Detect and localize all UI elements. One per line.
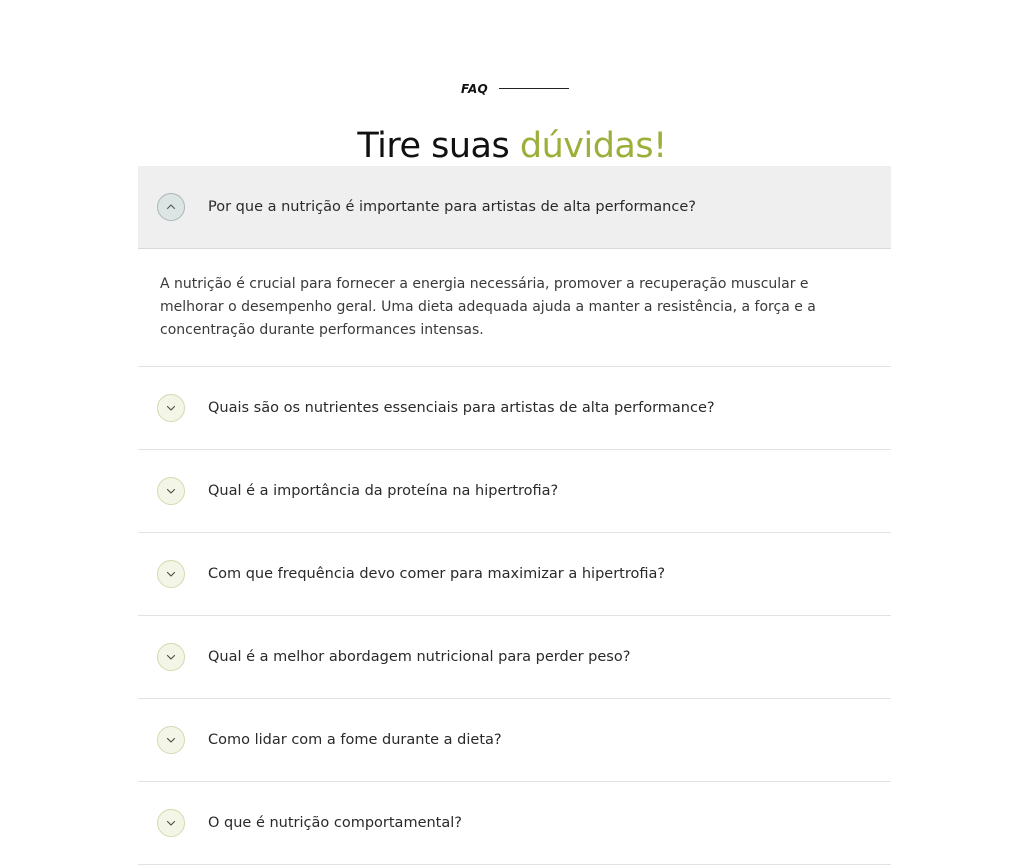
faq-question-text: O que é nutrição comportamental? bbox=[208, 815, 462, 831]
faq-eyebrow bbox=[0, 80, 1024, 98]
chevron-up-icon[interactable] bbox=[157, 193, 185, 221]
faq-question-text: Por que a nutrição é importante para artistas de alta performance? bbox=[208, 199, 696, 215]
faq-item bbox=[138, 450, 891, 533]
faq-item bbox=[138, 782, 891, 865]
chevron-down-icon[interactable] bbox=[157, 477, 185, 505]
faq-question-row[interactable] bbox=[138, 782, 891, 864]
faq-question-text: Como lidar com a fome durante a dieta? bbox=[208, 732, 502, 748]
faq-question-row[interactable] bbox=[138, 367, 891, 449]
faq-item bbox=[138, 699, 891, 782]
faq-question-text: Qual é a importância da proteína na hipertrofia? bbox=[208, 483, 559, 499]
faq-item bbox=[138, 533, 891, 616]
page-title-main: Tire suas bbox=[357, 126, 520, 167]
chevron-down-icon[interactable] bbox=[157, 560, 185, 588]
faq-question-row[interactable] bbox=[138, 450, 891, 532]
page-title-accent: dúvidas! bbox=[519, 126, 667, 167]
faq-question-row[interactable] bbox=[138, 166, 891, 249]
eyebrow-divider bbox=[499, 88, 569, 89]
faq-accordion bbox=[138, 166, 891, 865]
faq-question-row[interactable] bbox=[138, 616, 891, 698]
faq-item bbox=[138, 616, 891, 699]
faq-question-row[interactable] bbox=[138, 699, 891, 781]
faq-question-row[interactable] bbox=[138, 533, 891, 615]
chevron-down-icon[interactable] bbox=[157, 726, 185, 754]
faq-question-text: Qual é a melhor abordagem nutricional para perder peso? bbox=[208, 649, 631, 665]
faq-answer-text: A nutrição é crucial para fornecer a energia necessária, promover a recuperação muscular e melhorar o desempenho geral. Uma dieta adequada ajuda a manter a resistência, a força e a concentração durante performances intensas. bbox=[160, 276, 816, 338]
faq-item bbox=[138, 367, 891, 450]
faq-question-text: Quais são os nutrientes essenciais para artistas de alta performance? bbox=[208, 400, 715, 416]
chevron-down-icon[interactable] bbox=[157, 809, 185, 837]
chevron-down-icon[interactable] bbox=[157, 643, 185, 671]
faq-question-text: Com que frequência devo comer para maximizar a hipertrofia? bbox=[208, 566, 666, 582]
chevron-down-icon[interactable] bbox=[157, 394, 185, 422]
eyebrow-label: FAQ bbox=[461, 82, 489, 96]
faq-item bbox=[138, 166, 891, 367]
page-title bbox=[0, 121, 1024, 171]
